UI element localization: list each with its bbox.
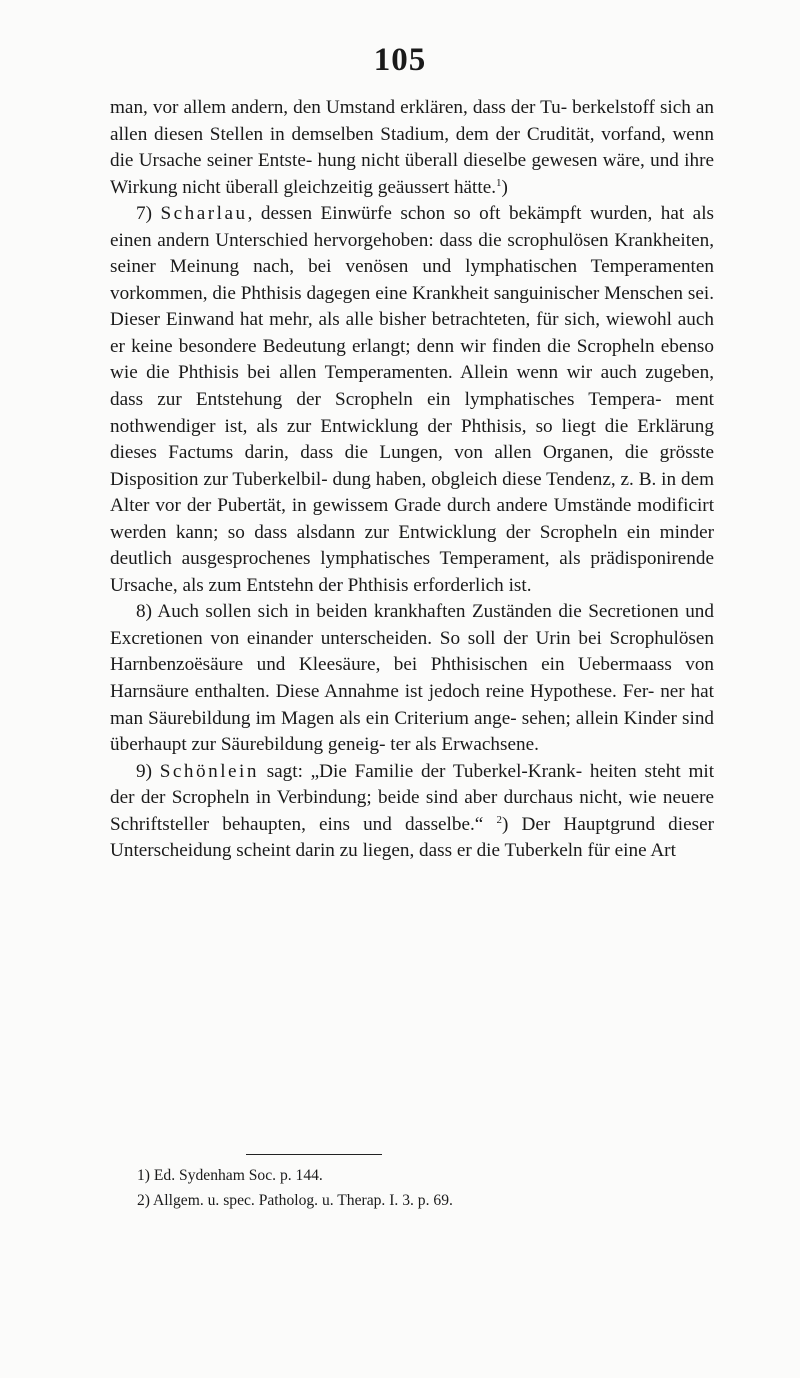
text-line: nicht überall gleichzeitig geäussert hätte. [182, 176, 497, 198]
author-name: Scharlau [160, 203, 248, 225]
footnote-ref: 2 [496, 813, 502, 826]
footnote [137, 1163, 697, 1188]
item-number: 9) [136, 760, 152, 782]
footnote-separator [246, 1154, 382, 1155]
footnote-marker: 2) [137, 1192, 150, 1209]
text-line: sagt: „Die Familie der Tuberkel-Krank- [266, 760, 583, 782]
text-line: Phthisis dagegen eine Krankheit sanguinischer Menschen sei. [240, 282, 714, 304]
text-line: sehen; allein Kinder sind überhaupt zur Säurebildung geneig- [110, 707, 715, 756]
text-line: die Secretionen und Excretionen von einander unterscheiden. [110, 601, 714, 649]
text-line: wurden, hat als einen andern Unterschied hervorgehoben: [110, 203, 714, 251]
footnote-ref-paren: ) [501, 176, 508, 198]
text-line: liegt die Erklärung dieses Factums darin, dass die Lungen, [110, 415, 714, 464]
text-line: 8) Auch sollen sich in beiden krankhaften Zuständen [136, 601, 552, 623]
text-line: , dessen Einwürfe schon so oft bekämpft [247, 203, 582, 225]
paragraph [110, 759, 714, 865]
text-line: und dasselbe.“ [363, 813, 484, 835]
text-line: man, vor allem andern, den Umstand erklären, dass der Tu- [110, 97, 568, 118]
footnote-ref: 1 [496, 176, 502, 189]
text-line: scheint darin zu liegen, dass er die Tuberkeln für eine Art [236, 840, 676, 862]
footnote [137, 1188, 697, 1213]
main-text [110, 95, 714, 865]
footnotes [137, 1163, 697, 1213]
item-number: 7) [136, 203, 152, 225]
text-line: aber durchaus nicht, wie neuere Schriftsteller behaupten, eins [110, 787, 714, 835]
text-line: sich, wiewohl auch er keine besondere Bedeutung erlangt; [110, 309, 714, 357]
text-line: Scropheln ein minder deutlich ausgesprochenes lymphatisches [110, 521, 714, 570]
text-line: der Phthisis erforderlich ist. [318, 574, 532, 596]
page-number: 105 [373, 42, 427, 78]
paragraph [110, 201, 714, 599]
text-line: Dieser Einwand hat mehr, als alle bisher betrachteten, für [110, 309, 559, 331]
text-line: enthalten. Diese Annahme ist jedoch reine Hypothese. Fer- [194, 681, 655, 703]
author-name: Schönlein [159, 760, 259, 782]
text-line: berkelstoff sich an allen diesen Stellen in demselben Stadium, [110, 97, 714, 145]
text-line: von allen Organen, die grösste Disposition zur Tuberkelbil- [110, 442, 714, 490]
text-line: ter als Erwachsene. [390, 734, 539, 756]
text-line: Kleesäure, bei Phthisischen ein Uebermaass von Harnsäure [110, 654, 715, 703]
text-line: dung haben, obgleich diese Tendenz, z. B. in dem Alter vor [110, 468, 714, 517]
text-line: heiten steht mit der der Scropheln in Verbindung; beide sind [110, 760, 715, 809]
text-line: Temperament, als prädisponirende Ursache, als zum Entstehn [110, 548, 714, 596]
paragraph [110, 95, 714, 201]
footnote-marker: 1) [137, 1167, 150, 1184]
text-line: modificirt werden kann; so dass alsdann zur Entwicklung der [110, 495, 715, 543]
text-line: So soll der Urin bei Scrophulösen Harnbenzoësäure und [110, 627, 714, 676]
text-line: dem der Crudität, vorfand, wenn die Ursache seiner Entste- [110, 123, 715, 172]
text-line: hung nicht überall dieselbe gewesen wäre, und ihre Wirkung [110, 150, 714, 198]
text-line: der Pubertät, in gewissem Grade durch andere Umstände [186, 495, 632, 517]
text-line: ment nothwendiger ist, als zur Entwicklung der Phthisis, so [110, 389, 715, 437]
text-line: venösen und lymphatischen Temperamenten vorkommen, die [110, 256, 714, 304]
paragraph [110, 599, 714, 758]
text-line: ner hat man Säurebildung im Magen als ein Criterium ange- [110, 681, 715, 729]
footnote-text: Ed. Sydenham Soc. p. 144. [153, 1167, 323, 1184]
text-line: allen Temperamenten. Allein wenn wir auch zugeben, dass [110, 362, 715, 411]
text-line: denn wir finden die Scropheln ebenso wie die Phthisis bei [110, 335, 714, 384]
text-line: zur Entstehung der Scropheln ein lymphatisches Tempera- [157, 389, 662, 411]
text-line: dass die scrophulösen Krankheiten, seiner Meinung nach, bei [110, 229, 714, 278]
text-line: Der Hauptgrund dieser Unterscheidung [110, 813, 714, 862]
footnote-ref-paren: ) [501, 813, 509, 835]
footnote-text: Allgem. u. spec. Patholog. u. Therap. I. 3. p. 69. [153, 1192, 453, 1209]
